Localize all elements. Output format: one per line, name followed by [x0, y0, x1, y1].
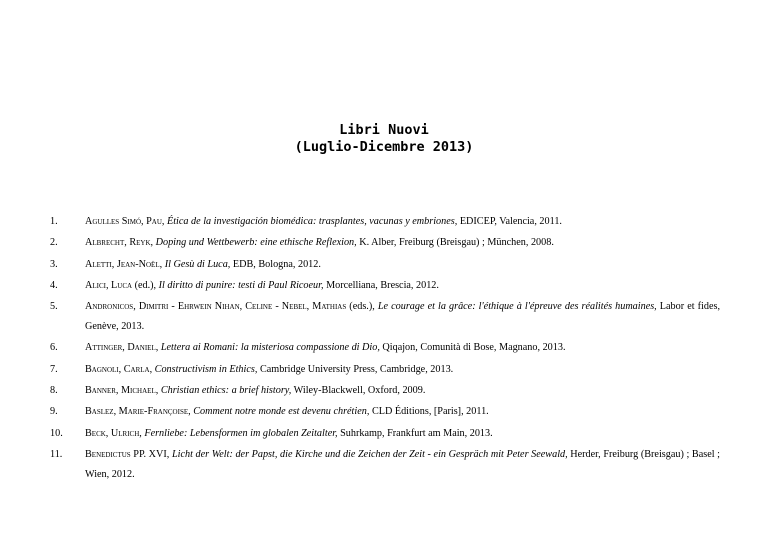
page-title-line-1: Libri Nuovi	[339, 122, 429, 138]
entry-title: Licht der Welt: der Papst, die Kirche und die Zeichen der Zeit - ein Gespräch mit Peter Seewald,	[171, 448, 568, 460]
entry-number: 2.	[50, 237, 58, 249]
entry-author: Bagnoli, Carla	[85, 363, 150, 375]
entry-author: Benedictus	[85, 448, 131, 460]
page-title	[0, 122, 768, 156]
entry-author-suffix: ,	[188, 406, 191, 418]
entry-author: Baslez, Marie-Françoise	[85, 406, 189, 418]
entry-number: 11.	[50, 448, 63, 460]
bibliography-entry	[50, 360, 720, 380]
entry-publisher: Herder, Freiburg (Breisgau) ; Basel ; Wien, 2012.	[85, 448, 720, 480]
entry-publisher: Labor et fides, Genève, 2013.	[85, 301, 720, 333]
entry-author: Agulles Simó, Pau	[85, 216, 162, 227]
entry-author: Alici, Luca	[85, 279, 133, 291]
entry-number: 8.	[50, 385, 58, 397]
bibliography-entry	[50, 445, 720, 485]
entry-number: 7.	[50, 363, 58, 375]
entry-publisher: CLD Éditions, [Paris], 2011.	[369, 406, 489, 418]
entry-title: Comment notre monde est devenu chrétien,	[193, 406, 370, 418]
entry-author: Banner, Michael	[85, 385, 156, 397]
entry-publisher: Qiqajon, Comunità di Bose, Magnano, 2013.	[379, 342, 566, 354]
entry-author: Aletti, Jean-Noël	[85, 258, 160, 270]
entry-title: Il diritto di punire: testi di Paul Ricoeur,	[158, 279, 324, 291]
entry-publisher: EDB, Bologna, 2012.	[230, 258, 321, 270]
entry-number: 1.	[50, 216, 58, 227]
entry-title: Christian ethics: a brief history,	[160, 385, 292, 397]
bibliography-entry	[50, 255, 720, 275]
entry-publisher: EDICEP, Valencia, 2011.	[457, 216, 562, 227]
entry-title: Le courage et la grâce: l'éthique à l'épreuve des réalités humaines,	[377, 301, 657, 313]
entry-author-suffix: ,	[155, 385, 159, 397]
entry-title: Fernliebe: Lebensformen im globalen Zeitalter,	[144, 427, 338, 439]
entry-author-suffix: ,	[149, 363, 153, 375]
entry-number: 3.	[50, 258, 58, 270]
entry-publisher: K. Alber, Freiburg (Breisgau) ; München, 2008.	[356, 237, 554, 249]
entry-author-suffix: PP. XVI,	[130, 448, 170, 460]
entry-number: 5.	[50, 301, 58, 313]
entry-publisher: Morcelliana, Brescia, 2012.	[323, 279, 439, 291]
bibliography-entry	[50, 212, 720, 232]
entry-number: 10.	[50, 427, 63, 439]
entry-title: Lettera ai Romani: la misteriosa compassione di Dio,	[160, 342, 380, 354]
entry-title: Il Gesù di Luca,	[164, 258, 231, 270]
entry-author-suffix: ,	[155, 342, 159, 354]
entry-author-suffix: ,	[139, 427, 142, 439]
entry-number: 4.	[50, 279, 58, 291]
entry-publisher: Wiley-Blackwell, Oxford, 2009.	[291, 385, 426, 397]
bibliography-entry	[50, 424, 720, 444]
entry-number: 6.	[50, 342, 58, 354]
entry-author-suffix: (ed.),	[132, 279, 157, 291]
page-title-line-2: (Luglio-Dicembre 2013)	[294, 139, 474, 155]
entry-publisher: Suhrkamp, Frankfurt am Main, 2013.	[337, 427, 493, 439]
entry-title: Ética de la investigación biomédica: trasplantes, vacunas y embriones,	[166, 216, 458, 227]
bibliography-entry	[50, 381, 720, 401]
entry-author-suffix: ,	[150, 237, 154, 249]
entry-author-suffix: (eds.),	[346, 301, 375, 313]
entry-title: Constructivism in Ethics,	[154, 363, 258, 375]
entry-author: Albrecht, Reyk	[85, 237, 151, 249]
entry-publisher: Cambridge University Press, Cambridge, 2013.	[257, 363, 454, 375]
bibliography-entry	[50, 402, 720, 422]
entry-author: Andronicos, Dimitri - Ehrwein Nihan, Celine - Nebel, Mathias	[85, 301, 347, 313]
entry-author: Beck, Ulrich	[85, 427, 140, 439]
entry-author: Attinger, Daniel	[85, 342, 156, 354]
bibliography-entry	[50, 338, 720, 358]
entry-title: Doping und Wettbewerb: eine ethische Reflexion,	[155, 237, 357, 249]
bibliography-entry	[50, 233, 720, 253]
bibliography-entry	[50, 276, 720, 296]
entry-author-suffix: ,	[161, 216, 165, 227]
entry-author-suffix: ,	[159, 258, 163, 270]
bibliography-entry	[50, 297, 720, 337]
entry-number: 9.	[50, 406, 58, 418]
bibliography-list	[50, 212, 720, 486]
